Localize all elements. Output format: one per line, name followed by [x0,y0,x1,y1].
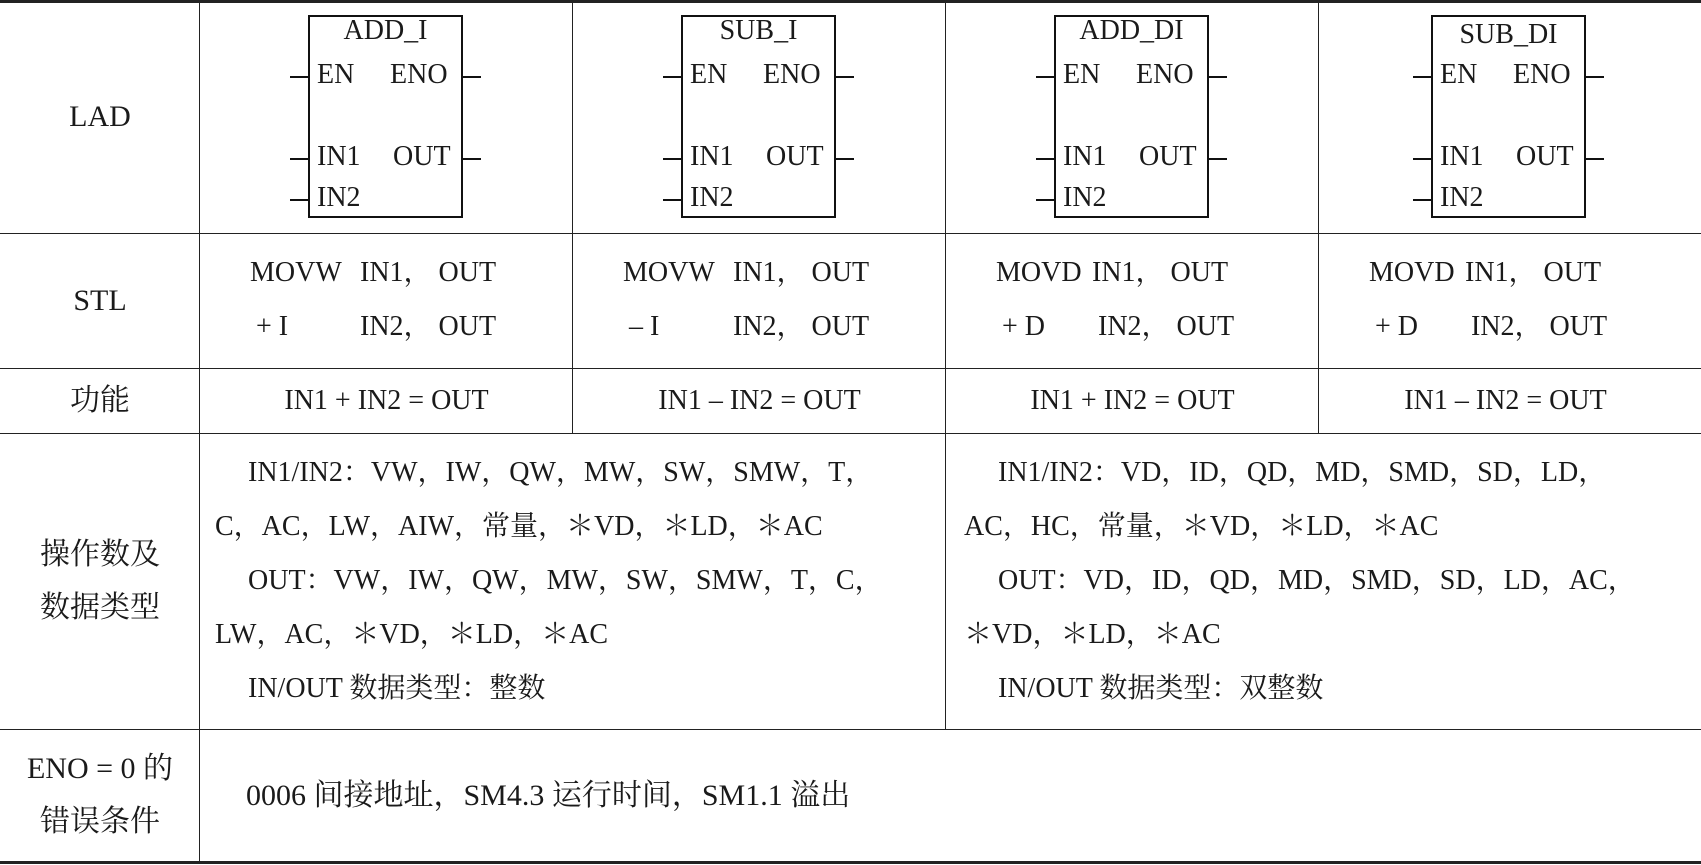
stl-op: MOVD [1369,257,1455,288]
error-conditions-text: 0006 间接地址，SM4.3 运行时间，SM1.1 溢出 [246,779,851,812]
in2-pin-label: IN2 [1063,182,1107,213]
stl-args: IN2， OUT [360,311,497,342]
row-label-lad: LAD [69,100,131,133]
function-cell: IN1 + IN2 = OUT [284,384,489,416]
out-pin-label: OUT [1516,141,1574,172]
en-pin-label: EN [317,59,355,90]
row-label-stl: STL [73,284,127,317]
stl-op: MOVW [250,257,342,288]
stl-args: IN1， OUT [360,257,497,288]
box-name: SUB_DI [1459,19,1558,50]
operands-line: IN1/IN2：VW，IW，QW，MW，SW，SMW，T， [248,457,874,488]
row-label-function: 功能 [70,384,130,417]
stl-op: MOVW [623,257,715,288]
out-pin-label: OUT [766,141,824,172]
in1-pin-label: IN1 [690,141,734,172]
row-divider [0,233,1701,234]
in1-pin-label: IN1 [317,141,361,172]
operands-line: LW，AC，＊VD，＊LD，＊AC [215,619,609,650]
eno-pin-line [1586,76,1604,78]
operands-line: IN/OUT 数据类型：双整数 [998,673,1324,704]
operands-line: OUT：VD，ID，QD，MD，SMD，SD，LD，AC， [998,565,1636,596]
stl-args: IN2， OUT [733,311,870,342]
eno-pin-label: ENO [1136,59,1194,90]
in1-pin-line [290,158,308,160]
function-cell: IN1 – IN2 = OUT [658,384,861,416]
en-pin-label: EN [1440,59,1478,90]
box-name: SUB_I [719,15,798,46]
eno-pin-label: ENO [390,59,448,90]
stl-args: IN1， OUT [1092,257,1229,288]
table-bottom-border [0,861,1701,864]
en-pin-line [1413,76,1431,78]
row-label-error-conditions: ENO = 0 的 错误条件 [26,752,174,838]
stl-op: + I [256,311,289,342]
in1-pin-label: IN1 [1440,141,1484,172]
out-pin-label: OUT [393,141,451,172]
stl-args: IN1， OUT [733,257,870,288]
operands-line: ＊VD，＊LD，＊AC [964,619,1221,650]
eno-pin-line [836,76,854,78]
in2-pin-label: IN2 [690,182,734,213]
box-name: ADD_I [343,15,428,46]
in1-pin-line [1413,158,1431,160]
stl-args: IN2， OUT [1098,311,1235,342]
operands-double-integer-cell [946,433,1701,729]
operands-line: C，AC，LW，AIW，常量，＊VD，＊LD，＊AC [215,511,823,542]
stl-args: IN2， OUT [1471,311,1608,342]
lad-block-sub-di [1319,0,1692,233]
lad-block-add-i [200,0,573,233]
operands-line: OUT：VW，IW，QW，MW，SW，SMW，T，C， [248,565,883,596]
in1-pin-line [1036,158,1054,160]
lad-block-add-di [946,0,1319,233]
eno-pin-label: ENO [763,59,821,90]
eno-pin-label: ENO [1513,59,1571,90]
operands-line: IN/OUT 数据类型：整数 [248,673,546,704]
function-cell: IN1 – IN2 = OUT [1404,384,1607,416]
stl-args: IN1， OUT [1465,257,1602,288]
stl-cell [200,238,573,368]
out-pin-line [463,158,481,160]
stl-cell [1319,238,1692,368]
stl-op: – I [629,311,660,342]
stl-cell [573,238,946,368]
en-pin-line [1036,76,1054,78]
out-pin-label: OUT [1139,141,1197,172]
stl-op: MOVD [996,257,1082,288]
row-label-operands: 操作数及 数据类型 [40,538,160,624]
in2-pin-label: IN2 [1440,182,1484,213]
out-pin-line [1209,158,1227,160]
in1-pin-line [663,158,681,160]
stl-op: + D [1002,311,1046,342]
operands-integer-cell [200,433,945,729]
en-pin-line [663,76,681,78]
operands-line: AC，HC，常量，＊VD，＊LD，＊AC [964,511,1439,542]
lad-block-sub-i [573,0,946,233]
en-pin-label: EN [1063,59,1101,90]
function-cell: IN1 + IN2 = OUT [1030,384,1235,416]
in2-pin-line [1413,199,1431,201]
box-name: ADD_DI [1079,15,1184,46]
en-pin-label: EN [690,59,728,90]
stl-op: + D [1375,311,1419,342]
en-pin-line [290,76,308,78]
in2-pin-label: IN2 [317,182,361,213]
eno-pin-line [1209,76,1227,78]
in2-pin-line [290,199,308,201]
in1-pin-label: IN1 [1063,141,1107,172]
out-pin-line [836,158,854,160]
in2-pin-line [663,199,681,201]
out-pin-line [1586,158,1604,160]
operands-line: IN1/IN2：VD，ID，QD，MD，SMD，SD，LD， [998,457,1607,488]
in2-pin-line [1036,199,1054,201]
stl-cell [946,238,1319,368]
eno-pin-line [463,76,481,78]
row-divider [0,729,1701,730]
